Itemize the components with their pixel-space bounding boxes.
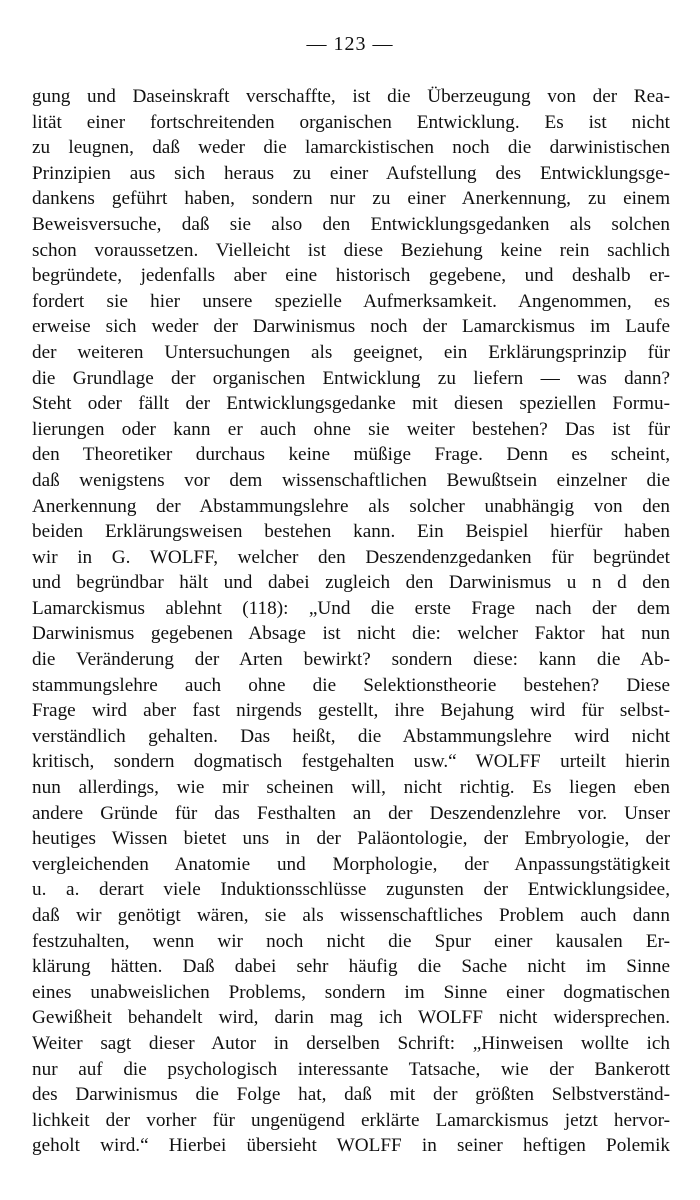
- text-line: Gewißheit behandelt wird, darin mag ich WOLFF nicht widersprechen.: [32, 1007, 670, 1029]
- text-line: schon voraussetzen. Vielleicht ist diese Beziehung keine rein sachlich: [32, 239, 670, 261]
- text-line: andere Gründe für das Festhalten an der Deszendenzlehre vor. Unser: [32, 802, 670, 824]
- text-line: Beweisversuche, daß sie also den Entwicklungsgedanken als solchen: [32, 213, 670, 235]
- text-line: heutiges Wissen bietet uns in der Paläontologie, der Embryologie, der: [32, 828, 670, 850]
- text-line: begründete, jedenfalls aber eine historisch gegebene, und deshalb er-: [32, 265, 670, 287]
- text-line: Lamarckismus ablehnt (118): „Und die erste Frage nach der dem: [32, 597, 670, 619]
- text-line: Frage wird aber fast nirgends gestellt, ihre Bejahung wird für selbst-: [32, 700, 670, 722]
- page-number: — 123 —: [306, 33, 394, 55]
- text-line: die Veränderung der Arten bewirkt? sondern diese: kann die Ab-: [32, 649, 670, 671]
- text-line: vergleichenden Anatomie und Morphologie, der Anpassungstätigkeit: [32, 853, 670, 875]
- text-line: den Theoretiker durchaus keine müßige Frage. Denn es scheint,: [32, 444, 670, 466]
- text-line: Steht oder fällt der Entwicklungsgedanke mit diesen speziellen Formu-: [32, 393, 670, 415]
- text-line: nun allerdings, wie mir scheinen will, nicht richtig. Es liegen eben: [32, 777, 670, 799]
- text-line: der weiteren Untersuchungen als geeignet, ein Erklärungsprinzip für: [32, 341, 670, 363]
- text-line: kritisch, sondern dogmatisch festgehalten usw.“ WOLFF urteilt hierin: [32, 751, 670, 773]
- text-line: lität einer fortschreitenden organischen Entwicklung. Es ist nicht: [32, 111, 670, 133]
- text-line: festzuhalten, wenn wir noch nicht die Spur einer kausalen Er-: [32, 930, 670, 952]
- text-line: Anerkennung der Abstammungslehre als solcher unabhängig von den: [32, 495, 670, 517]
- text-line: beiden Erklärungsweisen bestehen kann. Ein Beispiel hierfür haben: [32, 521, 670, 543]
- body-text: [32, 84, 670, 1159]
- text-line: Prinzipien aus sich heraus zu einer Aufstellung des Entwicklungsge-: [32, 162, 670, 184]
- text-line: die Grundlage der organischen Entwicklung zu liefern — was dann?: [32, 367, 670, 389]
- text-line: verständlich gehalten. Das heißt, die Abstammungslehre wird nicht: [32, 725, 670, 747]
- text-line: nur auf die psychologisch interessante Tatsache, wie der Bankerott: [32, 1058, 670, 1080]
- text-line: und begründbar hält und dabei zugleich den Darwinismus u n d den: [32, 572, 670, 594]
- text-line: lierungen oder kann er auch ohne sie weiter bestehen? Das ist für: [32, 418, 670, 440]
- text-line: gung und Daseinskraft verschaffte, ist die Überzeugung von der Rea-: [32, 86, 670, 107]
- text-line: dankens geführt haben, sondern nur zu einer Anerkennung, zu einem: [32, 188, 670, 210]
- text-line: daß wir genötigt wären, sie als wissenschaftliches Problem auch dann: [32, 905, 670, 926]
- text-line: u. a. derart viele Induktionsschlüsse zugunsten der Entwicklungsidee,: [32, 879, 670, 901]
- text-line: klärung hätten. Daß dabei sehr häufig die Sache nicht im Sinne: [32, 956, 670, 978]
- text-line: daß wenigstens vor dem wissenschaftlichen Bewußtsein einzelner die: [32, 469, 670, 491]
- text-line: erweise sich weder der Darwinismus noch der Lamarckismus im Laufe: [32, 316, 670, 338]
- text-line: zu leugnen, daß weder die lamarckistischen noch die darwinistischen: [32, 137, 670, 159]
- text-line: stammungslehre auch ohne die Selektionstheorie bestehen? Diese: [32, 674, 670, 696]
- text-line: fordert sie hier unsere spezielle Aufmerksamkeit. Angenommen, es: [32, 290, 670, 312]
- text-line: Weiter sagt dieser Autor in derselben Schrift: „Hinweisen wollte ich: [32, 1032, 670, 1054]
- text-line: Darwinismus gegebenen Absage ist nicht die: welcher Faktor hat nun: [32, 623, 670, 645]
- text-line: lichkeit der vorher für ungenügend erklärte Lamarckismus jetzt hervor-: [32, 1109, 670, 1131]
- text-line: eines unabweislichen Problems, sondern im Sinne einer dogmatischen: [32, 981, 670, 1003]
- text-line: geholt wird.“ Hierbei übersieht WOLFF in seiner heftigen Polemik: [32, 1135, 670, 1157]
- text-line: wir in G. WOLFF, welcher den Deszendenzgedanken für begründet: [32, 546, 670, 568]
- text-line: des Darwinismus die Folge hat, daß mit der größten Selbstverständ-: [32, 1084, 670, 1106]
